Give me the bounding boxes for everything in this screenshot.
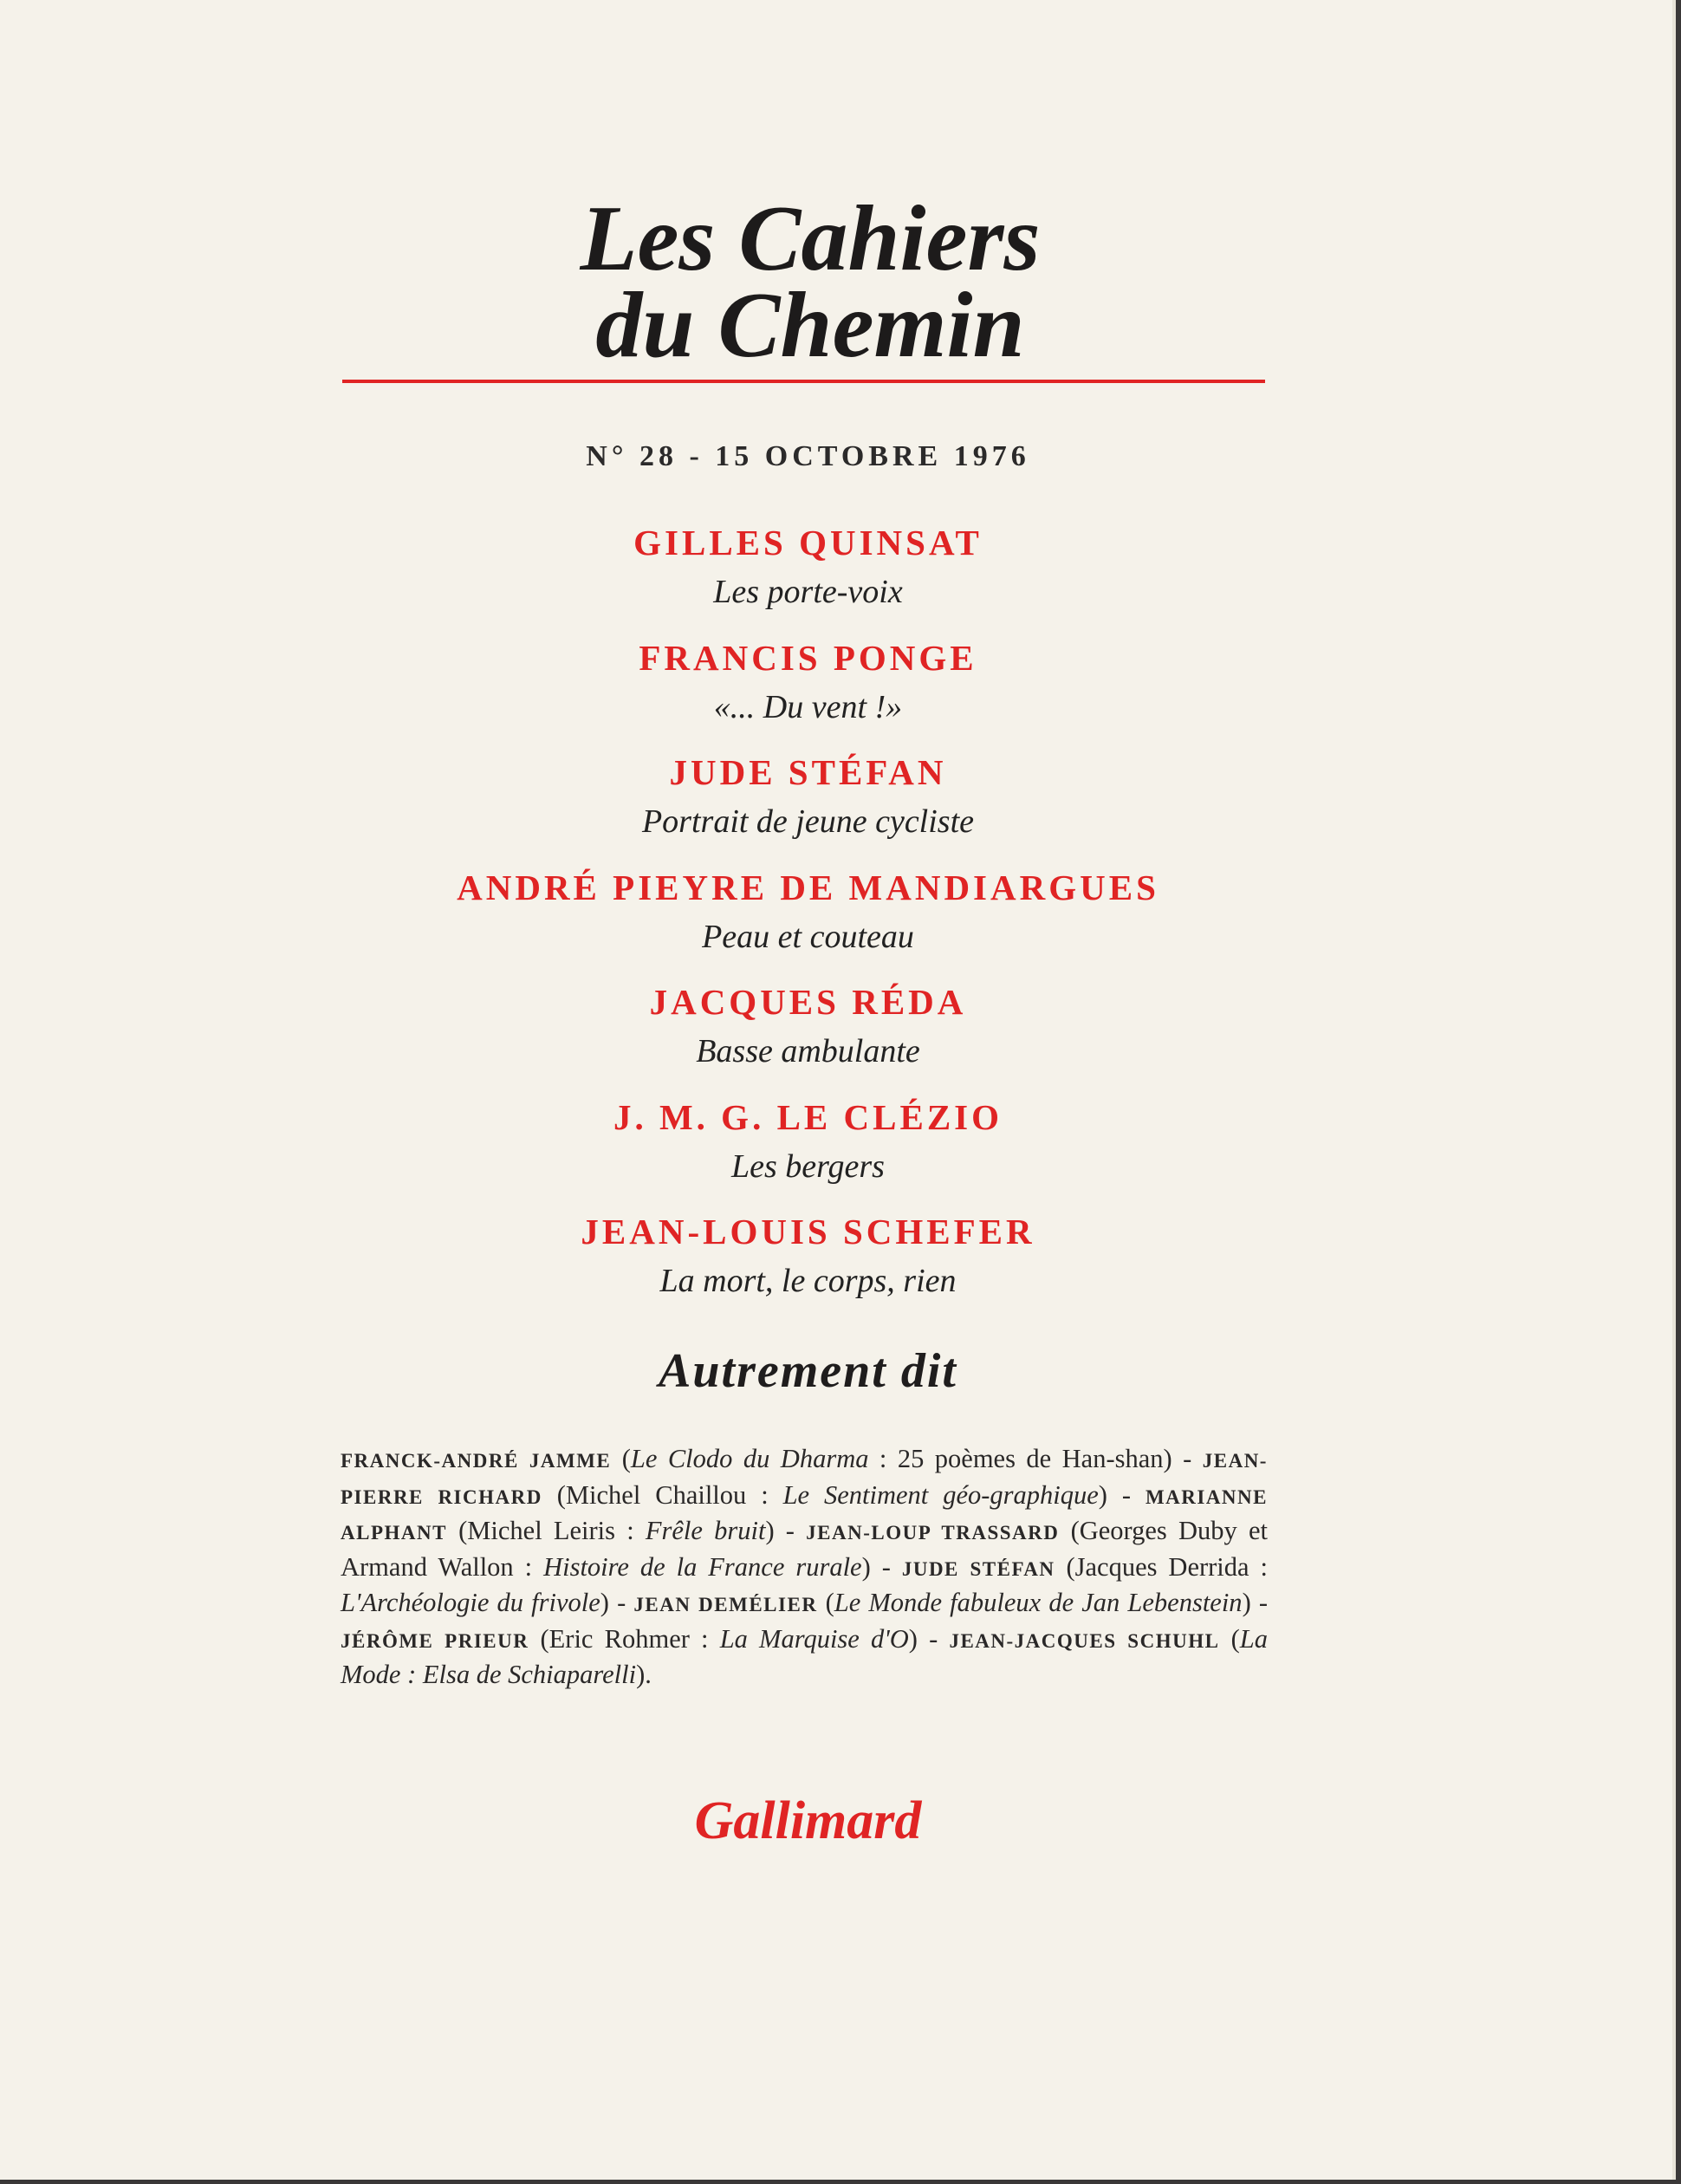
review-text: ) - <box>908 1623 950 1654</box>
contents-work-title: Les porte-voix <box>713 574 903 611</box>
review-item <box>341 1624 949 1654</box>
review-text: (Eric Rohmer : <box>529 1623 720 1654</box>
review-text: ) - <box>1242 1588 1269 1617</box>
review-work-title: Frêle bruit <box>645 1516 766 1545</box>
review-author: JEAN-PIERRE RICHARD <box>341 1450 1268 1508</box>
review-author: JÉRÔME PRIEUR <box>341 1629 529 1652</box>
contents-author: ANDRÉ PIEYRE DE MANDIARGUES <box>457 867 1159 907</box>
review-author: JEAN DEMÉLIER <box>633 1594 818 1615</box>
review-text: ) - <box>861 1551 902 1582</box>
contents-work-title: Basse ambulante <box>696 1033 920 1070</box>
contents-author: FRANCIS PONGE <box>639 637 977 678</box>
contents-work-title: «... Du vent !» <box>713 688 903 725</box>
contents-author: JACQUES RÉDA <box>649 982 967 1022</box>
review-work-title: Le Sentiment géo-graphique <box>782 1479 1099 1510</box>
journal-title-line2: du Chemin <box>595 274 1025 377</box>
contents-work-title: Peau et couteau <box>702 918 914 955</box>
contents-work-title: Les bergers <box>731 1147 885 1185</box>
contents-entry <box>0 520 1616 635</box>
title-divider <box>342 380 1265 383</box>
review-author: JEAN-JACQUES SCHUHL <box>949 1629 1220 1652</box>
contents-author: J. M. G. LE CLÉZIO <box>613 1096 1003 1137</box>
review-text: : 25 poèmes de Han-shan) - <box>868 1444 1203 1473</box>
review-text: (Michel Leiris : <box>446 1516 646 1545</box>
review-text: (Jacques Derrida : <box>1055 1551 1269 1582</box>
review-work-title: La Marquise d'O <box>719 1623 909 1654</box>
journal-title-line1: Les Cahiers <box>580 187 1041 290</box>
contents-entry <box>0 635 1616 751</box>
review-text: ( <box>817 1588 834 1617</box>
review-item <box>341 1444 1203 1473</box>
contents-author: JUDE STÉFAN <box>669 752 947 792</box>
reviews-paragraph <box>341 1442 1268 1693</box>
review-text: ) - <box>765 1516 807 1545</box>
review-item <box>633 1588 1268 1617</box>
contents-entry <box>0 865 1616 980</box>
review-text: ( <box>611 1444 631 1473</box>
review-work-title: Le Clodo du Dharma <box>630 1444 869 1473</box>
contents-entry <box>0 1209 1616 1324</box>
contents-entry <box>0 979 1616 1095</box>
review-work-title: Histoire de la France rurale <box>543 1551 862 1582</box>
contents-work-title: Portrait de jeune cycliste <box>641 803 975 841</box>
section-heading: Autrement dit <box>659 1344 957 1398</box>
review-text: ). <box>636 1660 652 1689</box>
review-text: (Michel Chaillou : <box>542 1479 783 1510</box>
issue-line: N° 28 - 15 OCTOBRE 1976 <box>586 440 1030 472</box>
contents-author: GILLES QUINSAT <box>633 523 983 562</box>
review-author: MARIANNE ALPHANT <box>341 1485 1268 1544</box>
review-text: ) - <box>600 1588 634 1617</box>
review-work-title: L'Archéologie du frivole <box>341 1588 600 1617</box>
review-text: ) - <box>1098 1479 1146 1510</box>
review-work-title: Le Monde fabuleux de Jan Lebenstein <box>834 1588 1243 1617</box>
contents-entry <box>0 750 1616 865</box>
review-work-title: La Mode : Elsa de Schiaparelli <box>341 1623 1268 1689</box>
review-author: FRANCK-ANDRÉ JAMME <box>341 1450 612 1472</box>
review-text: (Georges Duby et Armand Wallon : <box>341 1516 1268 1582</box>
review-author: JUDE STÉFAN <box>901 1557 1055 1580</box>
contents-work-title: La mort, le corps, rien <box>659 1263 957 1300</box>
contents-author: JEAN-LOUIS SCHEFER <box>581 1212 1035 1251</box>
review-text: ( <box>1219 1623 1240 1654</box>
contents-entry <box>0 1095 1616 1210</box>
publisher-name: Gallimard <box>694 1791 922 1850</box>
table-of-contents <box>0 520 1616 1324</box>
review-author: JEAN-LOUP TRASSARD <box>806 1522 1060 1544</box>
